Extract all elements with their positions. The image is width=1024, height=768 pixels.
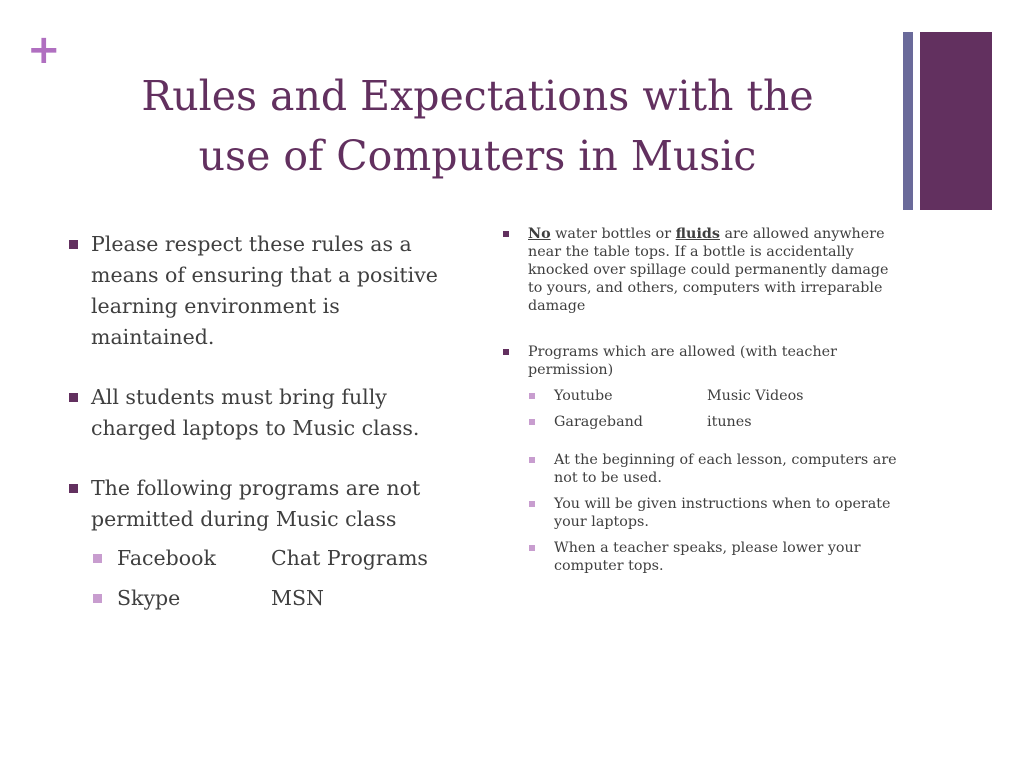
sub-list-item <box>528 539 898 575</box>
sub-list-item <box>528 413 898 431</box>
square-bullet-icon <box>503 231 509 237</box>
list-item-text: Please respect these rules as a means of ensuring that a positive learning environment is maintained. <box>91 232 438 349</box>
notes-list <box>528 451 898 575</box>
slide-title <box>90 66 865 186</box>
square-bullet-icon <box>69 240 78 249</box>
text-fragment: water bottles or <box>550 226 676 242</box>
list-item <box>503 225 898 315</box>
not-permitted-programs-list <box>91 543 462 614</box>
text-fragment: are allowed anywhere near the table tops. If a bottle is accidentally knocked over spillage could permanently damage to yours, and others, computers with irreparable damage <box>528 226 889 314</box>
allowed-programs-list <box>528 387 898 431</box>
square-bullet-icon <box>69 393 78 402</box>
list-item <box>503 343 898 575</box>
right-column <box>503 225 898 603</box>
square-bullet-icon <box>529 501 535 507</box>
program-name: itunes <box>707 414 752 430</box>
square-bullet-icon <box>93 594 102 603</box>
square-bullet-icon <box>529 545 535 551</box>
list-item-text: The following programs are not permitted during Music class <box>91 476 421 531</box>
note-text: When a teacher speaks, please lower your computer tops. <box>554 540 861 574</box>
list-item-text <box>528 226 889 314</box>
left-bullet-list <box>67 229 462 614</box>
list-item <box>67 473 462 614</box>
note-text: You will be given instructions when to operate your laptops. <box>554 496 891 530</box>
program-name: MSN <box>271 586 324 610</box>
left-column <box>67 229 462 623</box>
square-bullet-icon <box>529 419 535 425</box>
note-text: At the beginning of each lesson, computers are not to be used. <box>554 452 897 486</box>
square-bullet-icon <box>529 393 535 399</box>
square-bullet-icon <box>69 484 78 493</box>
list-item-text: Programs which are allowed (with teacher permission) <box>528 344 837 378</box>
list-item <box>67 229 462 353</box>
decorative-bar-wide <box>920 32 992 210</box>
emphasis-fluids: fluids <box>675 226 720 242</box>
square-bullet-icon <box>503 349 509 355</box>
sub-list-item <box>528 387 898 405</box>
program-name: Music Videos <box>707 388 804 404</box>
program-name: Chat Programs <box>271 546 428 570</box>
slide-title-line-2: use of Computers in Music <box>198 132 757 180</box>
plus-icon: + <box>27 27 61 73</box>
program-name: Skype <box>117 586 181 610</box>
square-bullet-icon <box>529 457 535 463</box>
slide-title-line-1: Rules and Expectations with the <box>141 72 814 120</box>
program-name: Youtube <box>554 388 613 404</box>
program-name: Facebook <box>117 546 216 570</box>
right-bullet-list <box>503 225 898 575</box>
emphasis-no: No <box>528 226 551 242</box>
sub-list-item <box>91 583 462 614</box>
sub-list-item <box>91 543 462 574</box>
sub-list-item <box>528 495 898 531</box>
list-item <box>67 382 462 444</box>
square-bullet-icon <box>93 554 102 563</box>
sub-list-item <box>528 451 898 487</box>
list-item-text: All students must bring fully charged laptops to Music class. <box>91 385 420 440</box>
program-name: Garageband <box>554 414 643 430</box>
decorative-bar-thin <box>903 32 913 210</box>
